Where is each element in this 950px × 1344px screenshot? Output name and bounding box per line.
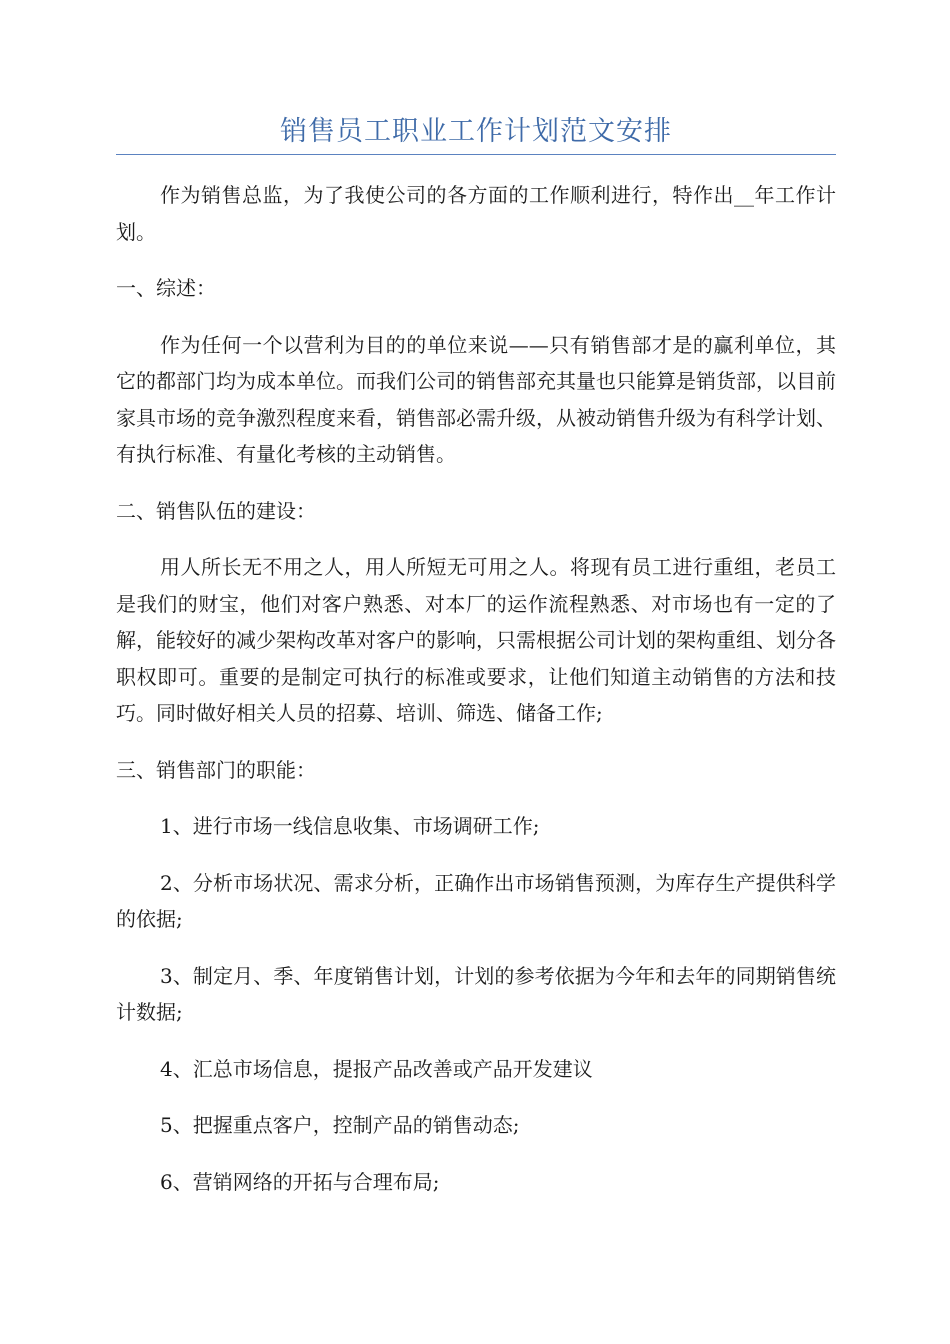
function-item-1: 1、进行市场一线信息收集、市场调研工作; <box>160 814 540 838</box>
section-heading-team: 二、销售队伍的建设： <box>116 498 316 523</box>
team-paragraph: 用人所长无不用之人，用人所短无可用之人。将现有员工进行重组，老员工是我们的财宝，他们对客户熟悉、对本厂的运作流程熟悉、对市场也有一定的了解，能较好的减少架构改革对客户的影响，只需根据公司计划的架构重组、划分各职权即可。重要的是制定可执行的标准或要求，让他们知道主动销售的方法和技巧。同时做好相关人员的招募、培训、筛选、储备工作; <box>116 555 836 725</box>
function-item-3: 3、制定月、季、年度销售计划，计划的参考依据为今年和去年的同期销售统计数据; <box>116 963 836 1024</box>
section-heading-functions: 三、销售部门的职能： <box>116 757 316 782</box>
function-item-5: 5、把握重点客户，控制产品的销售动态; <box>160 1113 520 1137</box>
function-item-4: 4、汇总市场信息，提报产品改善或产品开发建议 <box>160 1056 593 1081</box>
intro-paragraph: 作为销售总监，为了我使公司的各方面的工作顺利进行，特作出__年工作计划。 <box>116 183 836 244</box>
function-item-2: 2、分析市场状况、需求分析，正确作出市场销售预测，为库存生产提供科学的依据; <box>116 870 836 931</box>
function-item-6: 6、营销网络的开拓与合理布局; <box>160 1169 440 1194</box>
document-page <box>116 112 836 1220</box>
overview-paragraph: 作为任何一个以营利为目的的单位来说——只有销售部才是的赢利单位，其它的都部门均为成本单位。而我们公司的销售部充其量也只能算是销货部，以目前家具市场的竞争激烈程度来看，销售部必需升级，从被动销售升级为有科学计划、有执行标准、有量化考核的主动销售。 <box>116 332 836 466</box>
document-body <box>116 177 836 1200</box>
document-title: 销售员工职业工作计划范文安排 <box>116 112 836 155</box>
section-heading-overview: 一、综述： <box>116 276 216 300</box>
